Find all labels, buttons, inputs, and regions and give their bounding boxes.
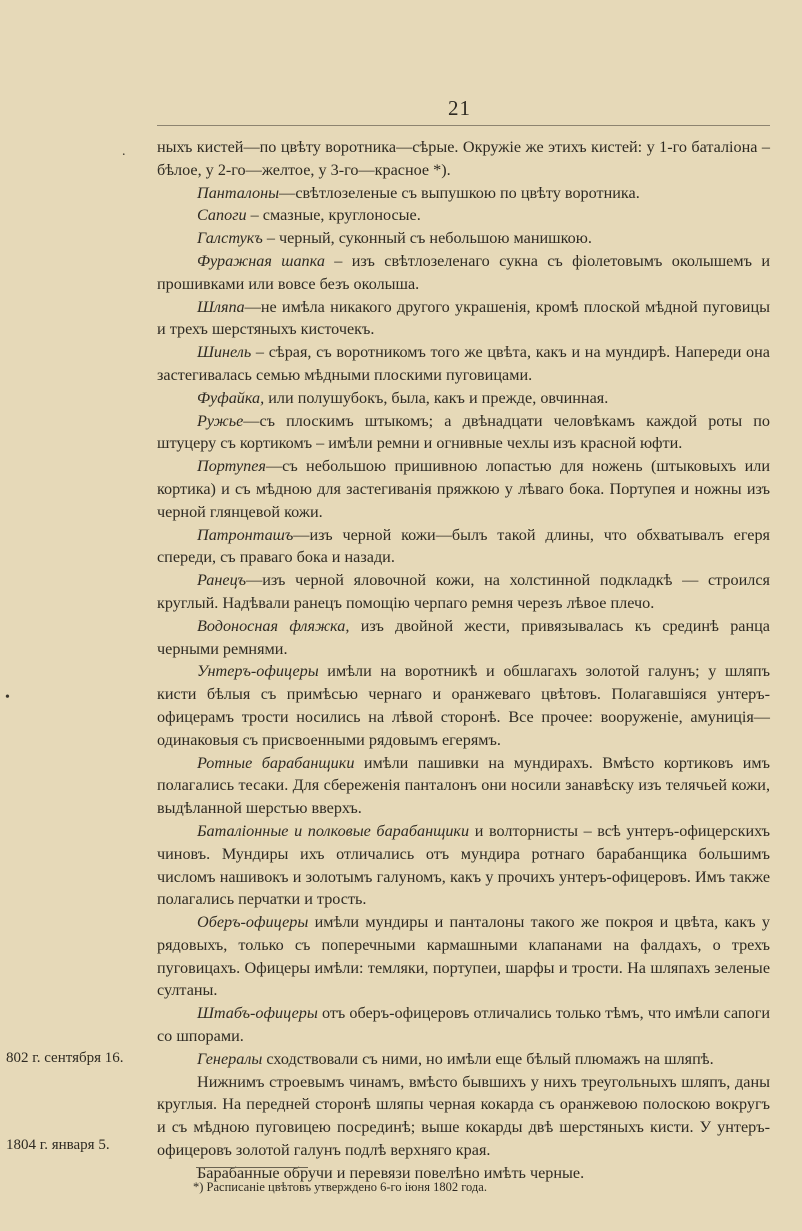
- paragraph-text: —изъ черной яловочной кожи, на холстинной подкладкѣ — строился круглый. Надѣвали ранецъ помощію черпаго ремня черезъ лѣвое плечо.: [157, 571, 770, 612]
- paragraph-text: —свѣтлозеленые съ выпушкою по цвѣту воротника.: [279, 183, 640, 202]
- paragraph-lead: Баталіонные и полковые барабанщики: [197, 821, 470, 840]
- paragraph-lead: Водоносная фляжка,: [197, 616, 350, 635]
- paragraph: [157, 569, 770, 615]
- paragraph-text: – смазные, круглоносые.: [246, 206, 421, 225]
- paragraph-text: отъ оберъ-офицеровъ отличались только тѣмъ, что имѣли сапоги со шпорами.: [157, 1004, 770, 1046]
- paragraph-lead: Галстукъ: [197, 229, 263, 248]
- paragraph: [157, 911, 770, 1002]
- paragraph-text: —изъ черной кожи—былъ такой длины, что обхватывалъ егеря спереди, съ праваго бока и назади.: [157, 525, 770, 567]
- header-rule: [157, 125, 770, 126]
- paragraph-text: имѣли на воротникѣ и обшлагахъ золотой галунъ; у шляпъ кисти бѣлыя съ примѣсью чернаго и оранжеваго цвѣтовъ. Полагавшіяся унтеръ-офицерамъ трости носились на лѣвой сторонѣ. Все прочее: вооруженіе, амуниція— одинаковыя съ присвоенными рядовымъ егерямъ.: [157, 662, 770, 749]
- paragraph-text: изъ двойной жести, привязывалась къ срединѣ ранца черными ремнями.: [157, 616, 770, 658]
- paragraph-text: —не имѣла никакого другого украшенія, кромѣ плоской мѣдной пуговицы и трехъ шерстяныхъ кисточекъ.: [157, 297, 770, 339]
- paragraph: [157, 1071, 770, 1162]
- paragraph-lead: Портупея: [197, 457, 266, 476]
- footnote-rule: [196, 1167, 308, 1168]
- paragraph: [157, 660, 770, 751]
- paragraph-lead: Шляпа: [197, 297, 245, 316]
- paragraph-text: —съ плоскимъ штыкомъ; а двѣнадцати человѣкамъ каждой роты по штуцеру съ кортикомъ – имѣли ремни и огнивные чехлы изъ красной юфти.: [157, 411, 770, 453]
- paragraph-text: имѣли пашивки на мундирахъ. Вмѣсто кортиковъ имъ полагались тесаки. Для сбереженія панталонъ они носили занавѣску изъ телячьей кожи, выдѣланной шерстью вверхъ.: [157, 753, 771, 818]
- ink-speck: .: [122, 144, 126, 159]
- paragraph-lead: Патронташъ: [197, 525, 294, 544]
- margin-note-1802: 802 г. сентября 16.: [6, 1050, 124, 1066]
- paragraph: [157, 410, 770, 456]
- ink-speck: •: [5, 690, 10, 705]
- paragraph: [157, 820, 770, 911]
- paragraph-lead: Ранецъ: [197, 571, 247, 590]
- paragraph-lead: Унтеръ-офицеры: [197, 662, 319, 681]
- paragraph-text: ныхъ кистей—по цвѣту воротника—сѣрые. Окружіе же этихъ кистей: у 1-го баталіона – бѣлое, у 2-го—желтое, у 3-го—красное *).: [157, 138, 770, 179]
- paragraph-lead: Шинель: [197, 343, 252, 362]
- footnote: *) Расписаніе цвѣтовъ утверждено 6-го іюня 1802 года.: [193, 1180, 487, 1194]
- paragraph-text: имѣли мундиры и панталоны такого же покроя и цвѣта, какъ у рядовыхъ, только съ поперечными кармашными клапанами на фалдахъ, о трехъ пуговицахъ. Офицеры имѣли: темляки, портупеи, шарфы и трости. На шляпахъ зеленые султаны.: [157, 913, 770, 1000]
- paragraph: [157, 1002, 770, 1048]
- paragraph-lead: Фуфайка,: [197, 388, 265, 407]
- paragraph-lead: Ротные барабанщики: [197, 753, 355, 772]
- paragraph: [157, 455, 770, 523]
- paragraph-text: и волторнисты – всѣ унтеръ-офицерскихъ чиновъ. Мундиры ихъ отличались отъ мундира ротнаго барабанщика большимъ числомъ нашивокъ и золотымъ галуномъ, какъ у прочихъ унтеръ-офицеровъ. Имъ также полагались перчатки и трость.: [157, 821, 770, 909]
- paragraph-lead: Штабъ-офицеры: [197, 1004, 318, 1023]
- paragraph: [157, 524, 770, 570]
- paragraph-lead: Сапоги: [197, 206, 247, 225]
- paragraph: [157, 341, 770, 387]
- paragraph-text: – изъ свѣтлозеленаго сукна съ фіолетовымъ околышемъ и прошивками или вовсе безъ околыша.: [157, 251, 770, 293]
- paragraph: [157, 387, 770, 410]
- paragraph-text: Барабанные обручи и перевязи повелѣно имѣть черные.: [197, 1163, 585, 1182]
- paragraph-text: сходствовали съ ними, но имѣли еще бѣлый плюмажъ на шляпѣ.: [262, 1049, 714, 1068]
- paragraph: [157, 182, 770, 205]
- paragraph-text: или полушубокъ, была, какъ и прежде, овчинная.: [264, 388, 609, 407]
- paragraph-lead: Панталоны: [197, 183, 280, 202]
- paragraph: [157, 250, 770, 296]
- paragraph-text: – сѣрая, съ воротникомъ того же цвѣта, какъ и на мундирѣ. Напереди она застегивалась семью мѣдными плоскими пуговицами.: [157, 343, 770, 384]
- paragraph-text: Нижнимъ строевымъ чинамъ, вмѣсто бывшихъ у нихъ треугольныхъ шляпъ, даны круглыя. На передней сторонѣ шляпы черная кокарда съ оранжевою полоскою вокругъ и съ мѣдною пуговицею посрединѣ; выше кокарды двѣ шерстяныхъ кисти. У унтеръ-офицеровъ золотой галунъ подлѣ верхняго края.: [157, 1072, 770, 1160]
- paragraph: [157, 615, 770, 661]
- paragraph: [157, 227, 770, 250]
- paragraph: [157, 136, 770, 182]
- paragraph-lead: Фуражная шапка: [197, 251, 325, 270]
- page-number: 21: [448, 96, 471, 120]
- paragraph-text: – черный, суконный съ небольшою манишкою.: [262, 229, 592, 248]
- paragraph: [157, 296, 770, 342]
- body-text: [157, 136, 770, 1185]
- paragraph-lead: Ружье: [197, 411, 244, 430]
- paragraph-text: —съ небольшою пришивною лопастью для ножень (штыковыхъ или кортика) и съ мѣдною для застегиванія пряжкою у лѣваго бока. Портупея и ножны изъ черной глянцевой кожи.: [157, 457, 770, 521]
- margin-note-1804: 1804 г. января 5.: [6, 1137, 110, 1153]
- paragraph-lead: Генералы: [197, 1049, 263, 1068]
- paragraph: [157, 752, 770, 820]
- paragraph: [157, 1048, 770, 1071]
- paragraph: [157, 204, 770, 227]
- paragraph-lead: Оберъ-офицеры: [197, 913, 309, 932]
